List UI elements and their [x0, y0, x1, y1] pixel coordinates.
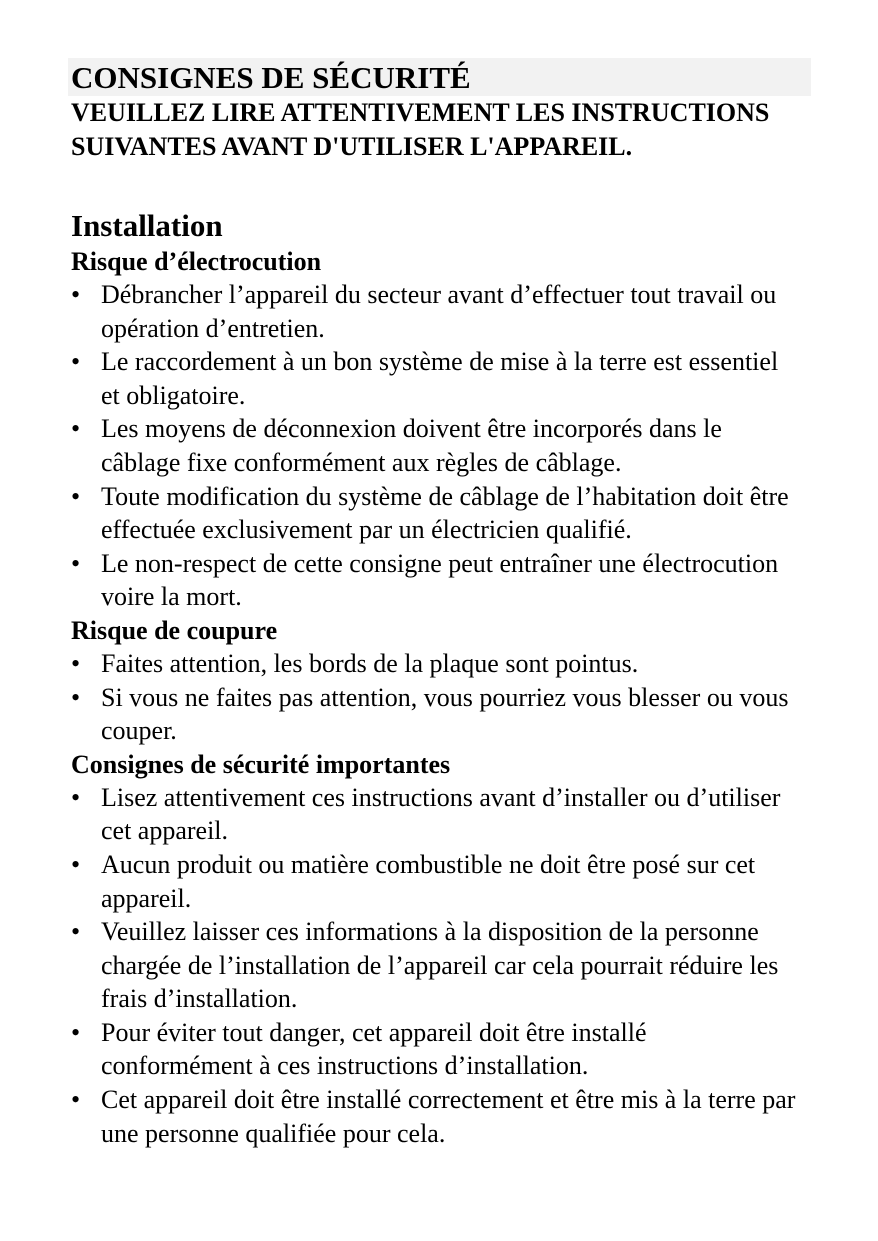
sub-heading-coupure: Risque de coupure	[71, 615, 278, 645]
bullet-icon: •	[71, 782, 81, 812]
sub-heading-consignes-importantes: Consignes de sécurité importantes	[71, 749, 451, 779]
list-item	[71, 1016, 801, 1083]
bullet-icon: •	[71, 347, 81, 377]
bullet-icon: •	[71, 1017, 81, 1047]
list-item-text: Toute modification du système de câblage de l’habitation doit être effectuée exclusivement par un électricien qualifié.	[101, 481, 789, 545]
sub-heading-electrocution: Risque d’électrocution	[71, 247, 322, 276]
list-item	[71, 547, 801, 614]
list-item-text: Débrancher l’appareil du secteur avant d’effectuer tout travail ou opération d’entretien.	[101, 280, 777, 343]
list-item	[71, 278, 801, 345]
list-item-text: Cet appareil doit être installé correctement et être mis à la terre par une personne qualifiée pour cela.	[101, 1085, 796, 1148]
list-item-text: Le raccordement à un bon système de mise à la terre est essentiel et obligatoire.	[101, 347, 779, 410]
list-item	[71, 915, 801, 1016]
bullet-icon: •	[71, 280, 81, 309]
list-item-text: Faites attention, les bords de la plaque sont pointus.	[101, 648, 639, 678]
page-title: CONSIGNES DE SÉCURITÉ	[71, 60, 471, 95]
bullet-list-electrocution	[71, 278, 811, 614]
list-item	[71, 848, 801, 915]
group-consignes-importantes	[71, 748, 811, 1151]
list-item	[71, 345, 801, 412]
list-item	[71, 1083, 801, 1150]
bullet-icon: •	[71, 414, 81, 444]
list-item	[71, 647, 801, 681]
bullet-list-consignes-importantes	[71, 781, 811, 1151]
bullet-icon: •	[71, 682, 81, 712]
bullet-icon: •	[71, 917, 81, 947]
bullet-icon: •	[71, 548, 81, 578]
page-subtitle: VEUILLEZ LIRE ATTENTIVEMENT LES INSTRUCTIONS SUIVANTES AVANT D'UTILISER L'APPAREIL.	[71, 98, 770, 161]
bullet-list-coupure	[71, 647, 811, 748]
title-bar	[68, 58, 811, 96]
group-electrocution	[71, 245, 811, 614]
group-coupure	[71, 614, 811, 748]
bullet-icon: •	[71, 648, 81, 678]
list-item-text: Le non-respect de cette consigne peut entraîner une électrocution voire la mort.	[101, 548, 779, 612]
bullet-icon: •	[71, 849, 81, 879]
list-item	[71, 681, 801, 748]
list-item-text: Aucun produit ou matière combustible ne doit être posé sur cet appareil.	[101, 849, 756, 913]
document-page	[71, 58, 811, 1150]
list-item	[71, 781, 801, 848]
list-item	[71, 412, 801, 479]
list-item-text: Pour éviter tout danger, cet appareil doit être installé conformément à ces instructions d’installation.	[101, 1017, 647, 1081]
bullet-icon: •	[71, 1085, 81, 1115]
list-item-text: Lisez attentivement ces instructions avant d’installer ou d’utiliser cet appareil.	[101, 782, 781, 846]
list-item-text: Les moyens de déconnexion doivent être incorporés dans le câblage fixe conformément aux règles de câblage.	[101, 414, 722, 477]
section-title-installation: Installation	[71, 208, 223, 243]
bullet-icon: •	[71, 481, 81, 511]
list-item-text: Veuillez laisser ces informations à la disposition de la personne chargée de l’installation de l’appareil car cela pourrait réduire les frais d’installation.	[101, 917, 779, 1014]
list-item	[71, 480, 801, 547]
list-item-text: Si vous ne faites pas attention, vous pourriez vous blesser ou vous couper.	[101, 682, 789, 746]
